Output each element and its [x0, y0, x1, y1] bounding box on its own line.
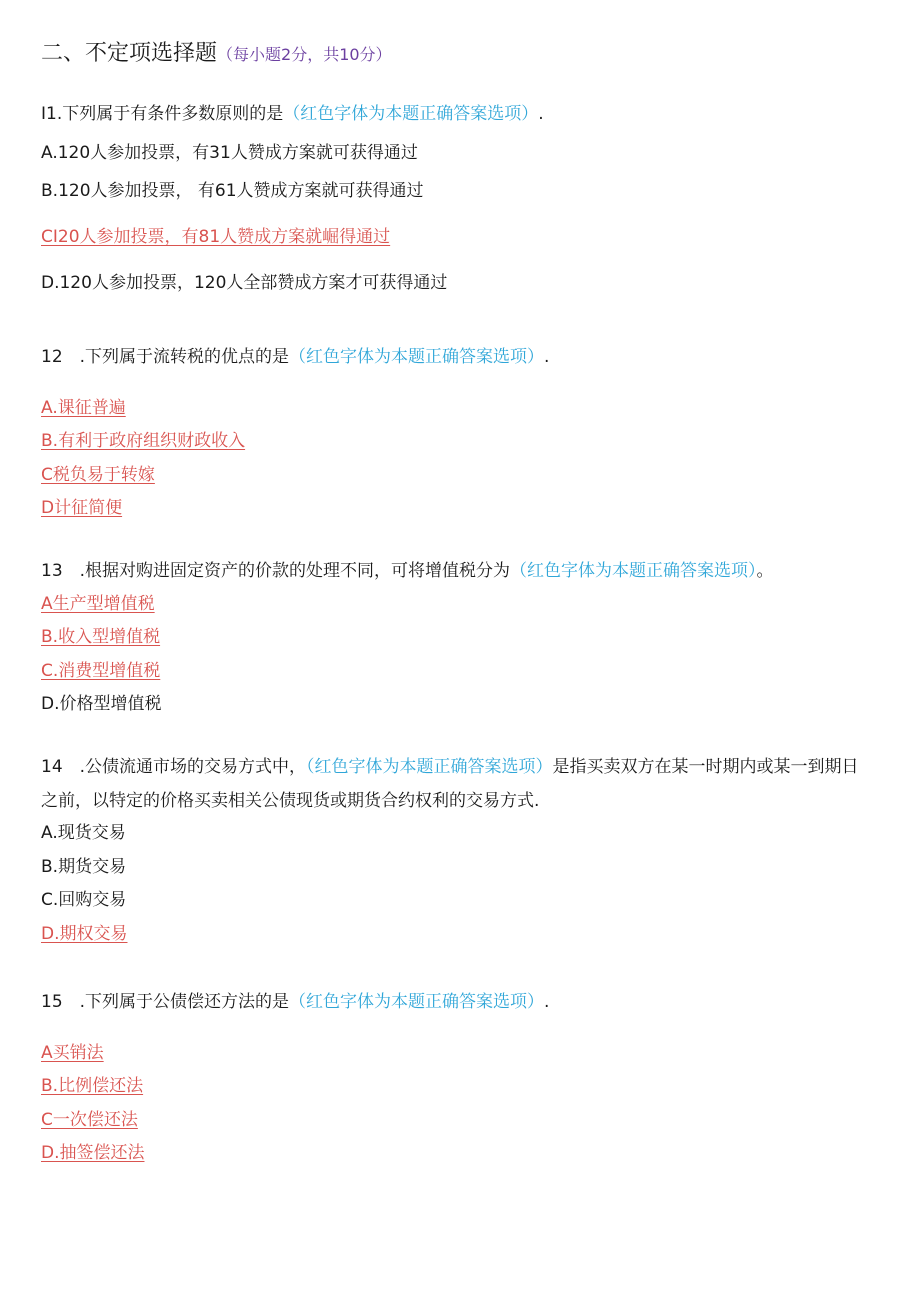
answer-hint: （红色字体为本题正确答案选项）: [289, 347, 545, 367]
question-11-option-b: B.120人参加投票， 有61人赞成方案就可获得通过: [41, 181, 424, 201]
question-text: 15 .下列属于公债偿还方法的是: [41, 992, 290, 1012]
question-12-option-d: D计征简便: [41, 498, 123, 518]
question-13-option-c: C.消费型增值税: [41, 661, 161, 681]
question-11-stem: [41, 103, 544, 125]
question-13-option-b: B.收入型增值税: [41, 627, 161, 647]
question-text: 12 .下列属于流转税的优点的是: [41, 347, 290, 367]
answer-hint: （红色字体为本题正确答案选项）: [289, 992, 545, 1012]
question-12-option-c: C税负易于转嫁: [41, 465, 155, 485]
question-14-stem: [41, 750, 871, 818]
question-text: I1.下列属于有条件多数原则的是: [41, 104, 284, 124]
question-15-option-a: A买销法: [41, 1043, 104, 1063]
question-14-option-a: A.现货交易: [41, 823, 126, 843]
question-12-option-a: A.课征普遍: [41, 398, 126, 418]
question-12-option-b: B.有利于政府组织财政收入: [41, 431, 246, 451]
question-text-end: 。: [756, 561, 774, 581]
question-15-stem: [41, 991, 549, 1013]
question-text: 14 .公债流通市场的交易方式中，: [41, 757, 307, 777]
section-heading: [41, 40, 392, 69]
question-11-option-c: CI20人参加投票，有81人赞成方案就崛得通过: [41, 227, 391, 247]
answer-hint: （红色字体为本题正确答案选项）: [510, 561, 757, 581]
question-13-stem: [41, 560, 774, 582]
question-13-option-d: D.价格型增值税: [41, 694, 162, 714]
section-title: 二、不定项选择题: [41, 41, 218, 66]
question-text-end: .: [544, 347, 550, 367]
answer-hint: （红色字体为本题正确答案选项）: [283, 104, 539, 124]
question-14-option-d: D.期权交易: [41, 924, 128, 944]
question-15-option-c: C一次偿还法: [41, 1110, 138, 1130]
question-13-option-a: A生产型增值税: [41, 594, 155, 614]
question-14-option-c: C.回购交易: [41, 890, 127, 910]
answer-hint: （红色字体为本题正确答案选项）: [306, 757, 553, 777]
question-15-option-d: D.抽签偿还法: [41, 1143, 145, 1163]
question-text-end: 是指买卖双方在某一时期内或某一到期日之前，以特定的价格买卖相关公债现货或期货合约权利的交易方式.: [41, 757, 859, 811]
section-note: （每小题2分，共10分）: [217, 45, 392, 64]
question-15-option-b: B.比例偿还法: [41, 1076, 144, 1096]
question-text: 13 .根据对购进固定资产的价款的处理不同，可将增值税分为: [41, 561, 511, 581]
question-11-option-d: D.120人参加投票，120人全部赞成方案才可获得通过: [41, 273, 448, 293]
question-12-stem: [41, 346, 549, 368]
question-text-end: .: [544, 992, 550, 1012]
question-11-option-a: A.120人参加投票，有31人赞成方案就可获得通过: [41, 143, 418, 163]
question-14-option-b: B.期货交易: [41, 857, 127, 877]
question-text-end: .: [538, 104, 544, 124]
